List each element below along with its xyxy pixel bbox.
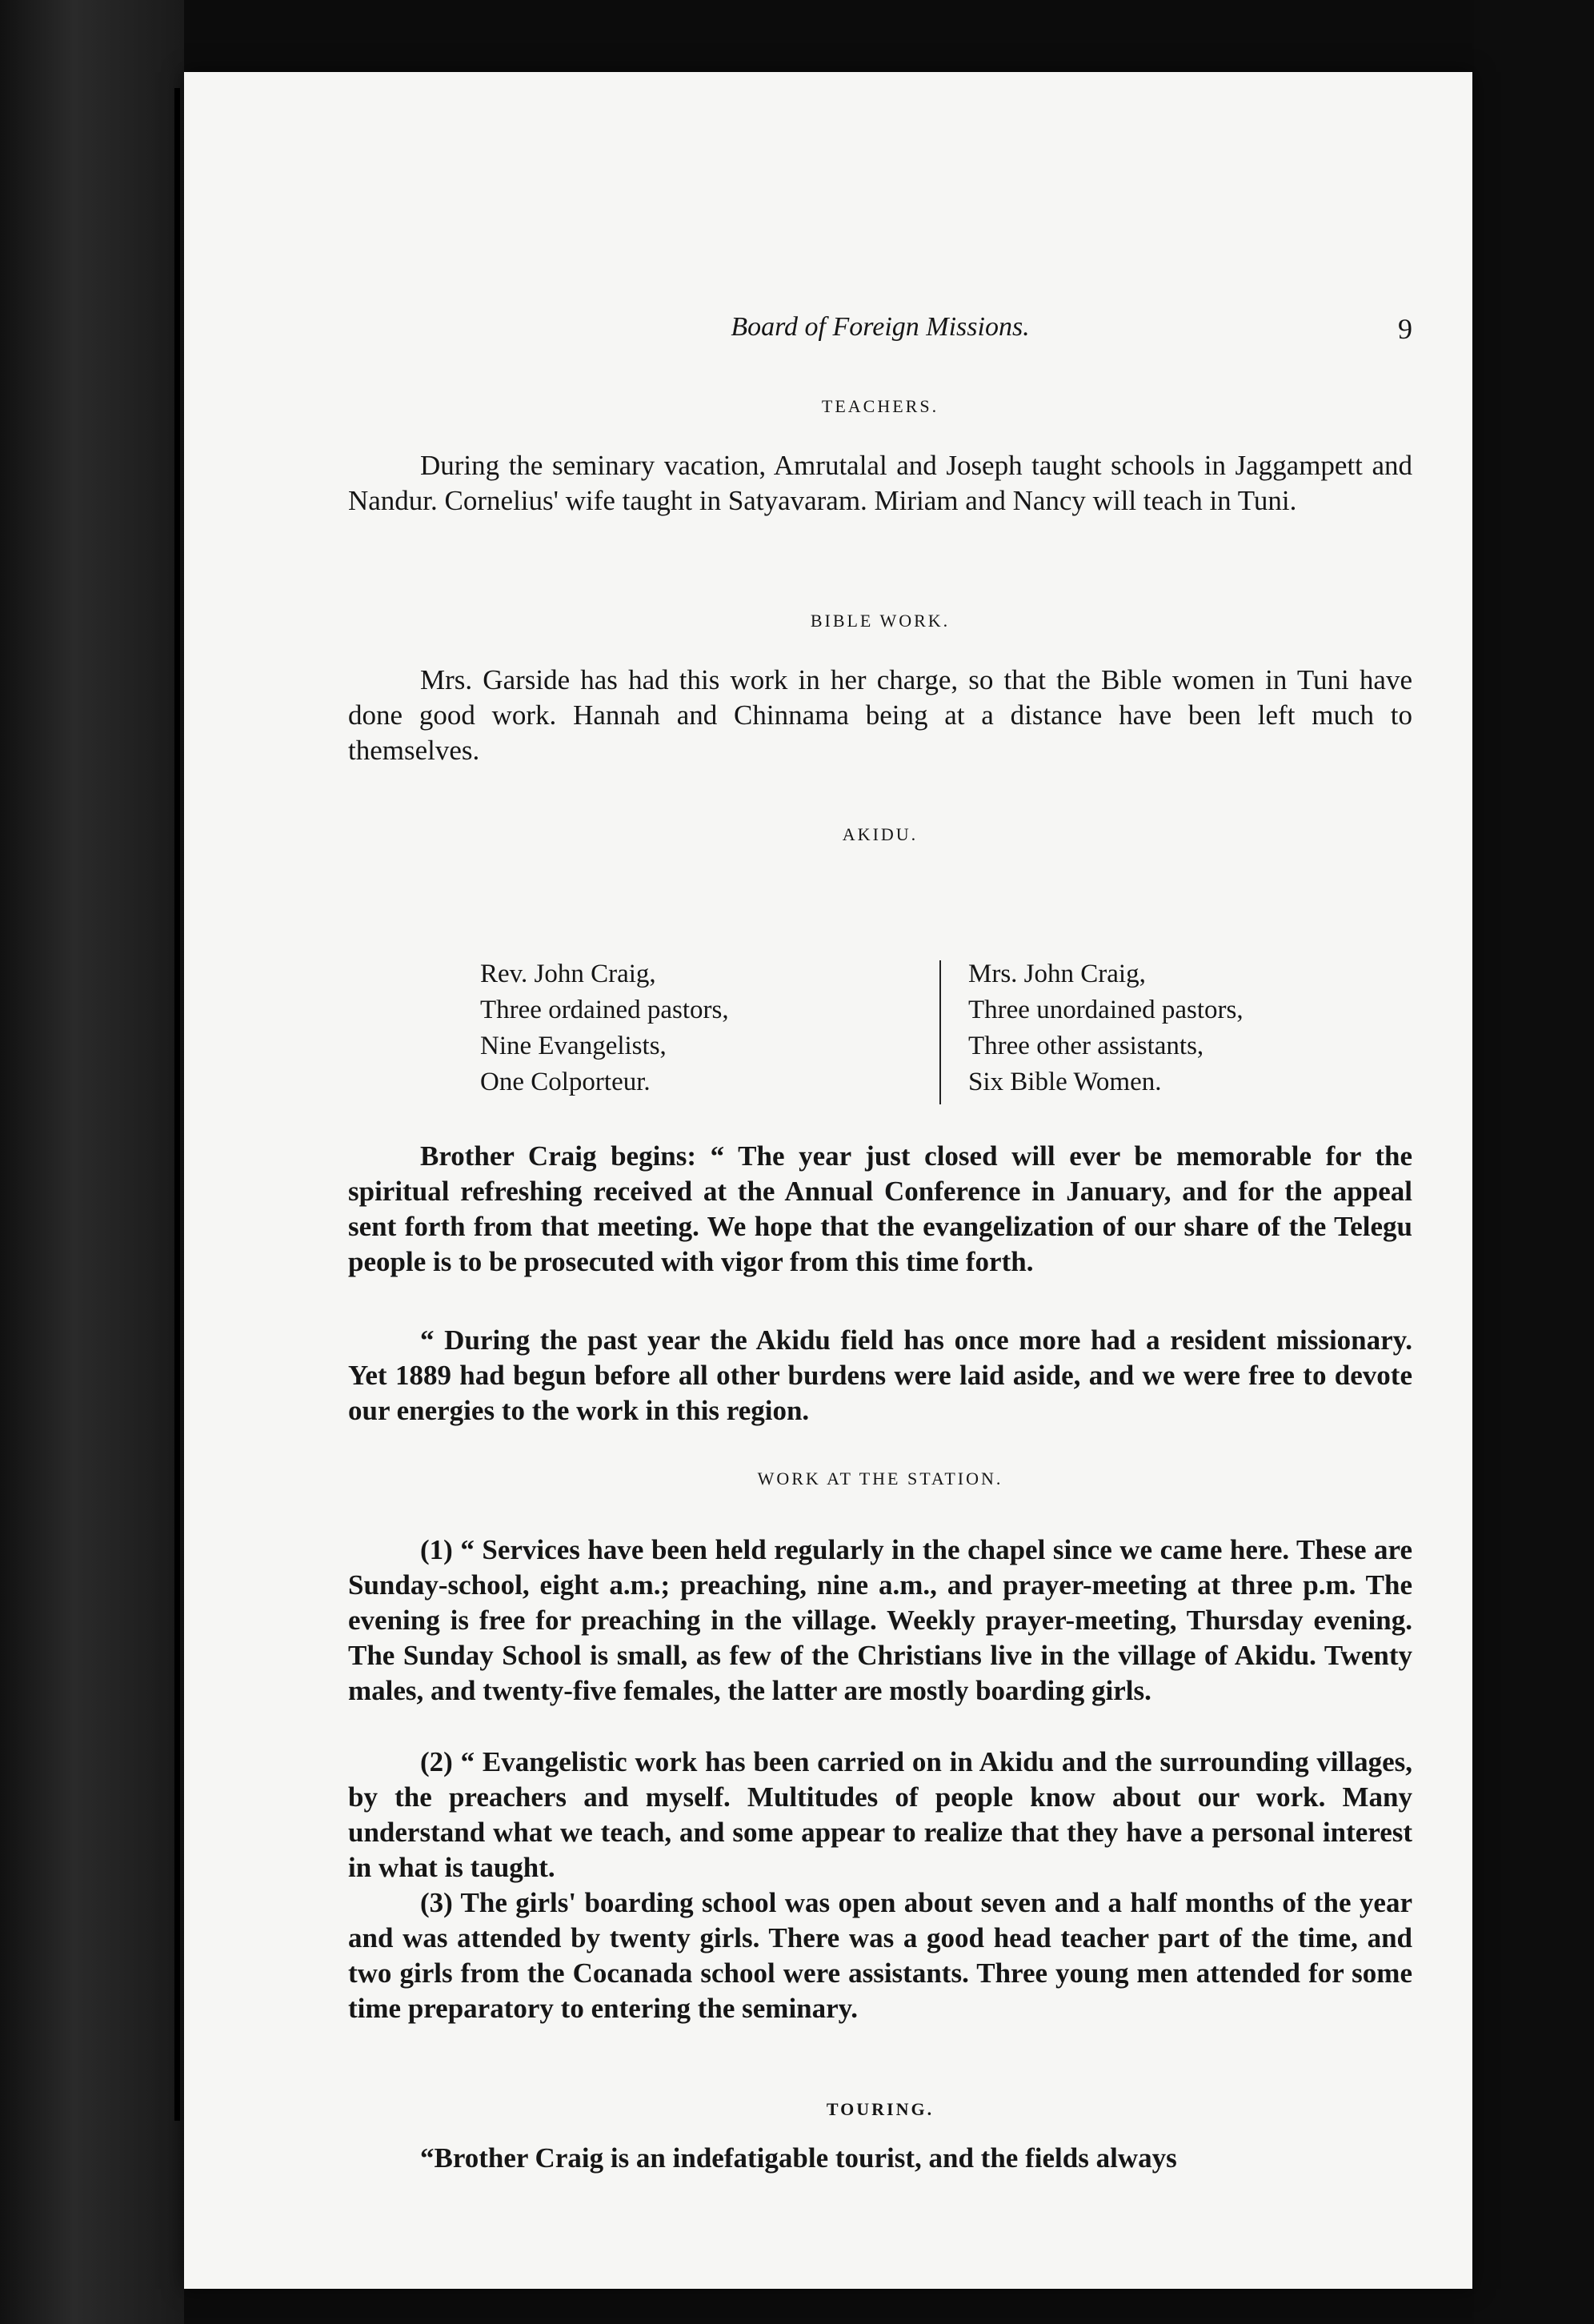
column-divider: [939, 960, 941, 1104]
heading-teachers: TEACHERS.: [821, 396, 939, 416]
page-header: [348, 312, 1412, 352]
staff-item: Rev. John Craig,: [480, 960, 656, 988]
akidu-staff-list: [480, 956, 1376, 1108]
staff-item: Six Bible Women.: [968, 1068, 1162, 1096]
staff-column-right: [968, 956, 1384, 1100]
akidu-paragraph-2: “ During the past year the Akidu field has once more had a resident missionary. Yet 1889 had begun before all other burdens were laid aside, and we were free to devote our energies to the work in this region.: [348, 1324, 1412, 1426]
running-title: Board of Foreign Missions.: [731, 312, 1030, 342]
heading-touring: TOURING.: [826, 2099, 935, 2119]
binding-edge: [174, 88, 180, 2121]
teachers-paragraph: During the seminary vacation, Amrutalal and Joseph taught schools in Jaggampett and Nandur. Cornelius' wife taught in Satyavaram. Miriam and Nancy will teach in Tuni.: [348, 450, 1412, 516]
scan-left-margin: [0, 0, 184, 2324]
station-item-2: (2) “ Evangelistic work has been carried on in Akidu and the surrounding villages, by the preachers and myself. Multitudes of people know about our work. Many understand what we teach, and some appear to realize that they have a personal interest in what is taught.: [348, 1746, 1412, 1883]
station-item-3: (3) The girls' boarding school was open about seven and a half months of the year and was attended by twenty girls. There was a good head teacher part of the time, and two girls from the Cocanada school were assistants. Three young men attended for some time preparatory to entering the seminary.: [348, 1887, 1412, 2024]
heading-work-at-station: WORK AT THE STATION.: [757, 1469, 1003, 1489]
heading-bible-work: BIBLE WORK.: [810, 611, 951, 631]
bible-work-paragraph: Mrs. Garside has had this work in her charge, so that the Bible women in Tuni have done good work. Hannah and Chinnama being at a distance have been left much to themselves.: [348, 664, 1412, 766]
akidu-paragraph-1: Brother Craig begins: “ The year just closed will ever be memorable for the spiritual refreshing received at the Annual Conference in January, and for the appeal sent forth from that meeting. We hope that the evangelization of our share of the Telegu people is to be prosecuted with vigor from this time forth.: [348, 1140, 1412, 1277]
staff-item: Nine Evangelists,: [480, 1032, 667, 1060]
page-number: 9: [1398, 313, 1412, 345]
staff-item: One Colporteur.: [480, 1068, 651, 1096]
staff-item: Three other assistants,: [968, 1032, 1204, 1060]
document-page: [184, 72, 1472, 2289]
staff-item: Three ordained pastors,: [480, 996, 729, 1024]
staff-item: Mrs. John Craig,: [968, 960, 1146, 988]
staff-column-left: [480, 956, 896, 1100]
touring-paragraph: “Brother Craig is an indefatigable tourist, and the fields always: [420, 2142, 1177, 2174]
scan-right-margin: [1474, 0, 1594, 2324]
heading-akidu: AKIDU.: [842, 824, 919, 844]
station-item-1: (1) “ Services have been held regularly in the chapel since we came here. These are Sunday-school, eight a.m.; preaching, nine a.m., and prayer-meeting at three p.m. The evening is free for preaching in the village. Weekly prayer-meeting, Thursday evening. The Sunday School is small, as few of the Christians live in the village of Akidu. Twenty males, and twenty-five females, the latter are mostly boarding girls.: [348, 1534, 1412, 1706]
staff-item: Three unordained pastors,: [968, 996, 1244, 1024]
